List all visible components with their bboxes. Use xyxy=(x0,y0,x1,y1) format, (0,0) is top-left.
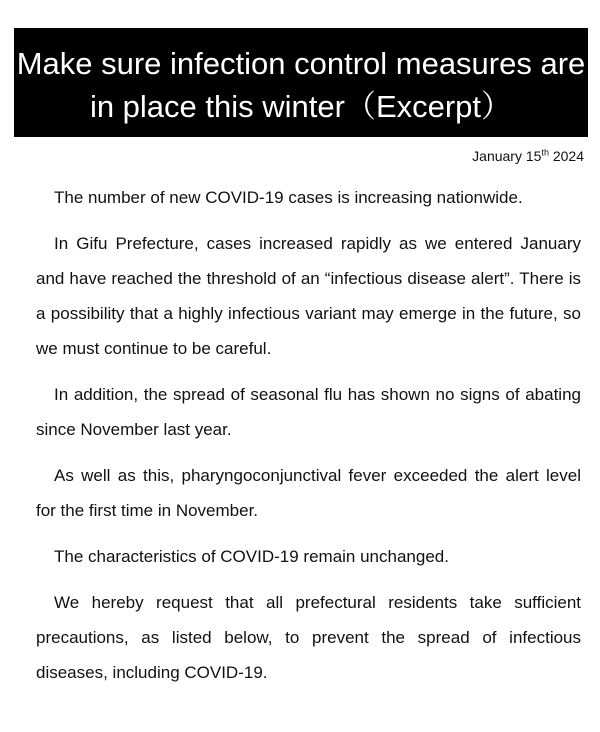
paragraph-seasonal-flu: In addition, the spread of seasonal flu has shown no signs of abating since November last year. xyxy=(36,385,581,439)
title-line-1: Make sure infection control measures are xyxy=(16,46,586,81)
title-banner xyxy=(14,28,588,137)
paragraph-pharyngoconjunctival-fever: As well as this, pharyngoconjunctival fever exceeded the alert level for the first time in November. xyxy=(36,466,581,520)
title-line-2: in place this winter（Excerpt） xyxy=(89,89,513,124)
paragraph-characteristics: The characteristics of COVID-19 remain unchanged. xyxy=(54,547,449,566)
date-ordinal-suffix: th xyxy=(541,147,549,158)
paragraph-nationwide-increase: The number of new COVID-19 cases is increasing nationwide. xyxy=(54,188,523,207)
document-body xyxy=(36,180,581,701)
paragraph-request: We hereby request that all prefectural residents take sufficient precautions, as listed below, to prevent the spread of infectious diseases, including COVID-19. xyxy=(36,593,581,682)
paragraph-gifu-alert: In Gifu Prefecture, cases increased rapidly as we entered January and have reached the threshold of an “infectious disease alert”. There is a possibility that a highly infectious variant may emerge in the future, so we must continue to be careful. xyxy=(36,234,581,358)
date-year: 2024 xyxy=(552,148,584,164)
document-date xyxy=(472,147,584,165)
date-month-day: January 15 xyxy=(472,148,542,164)
